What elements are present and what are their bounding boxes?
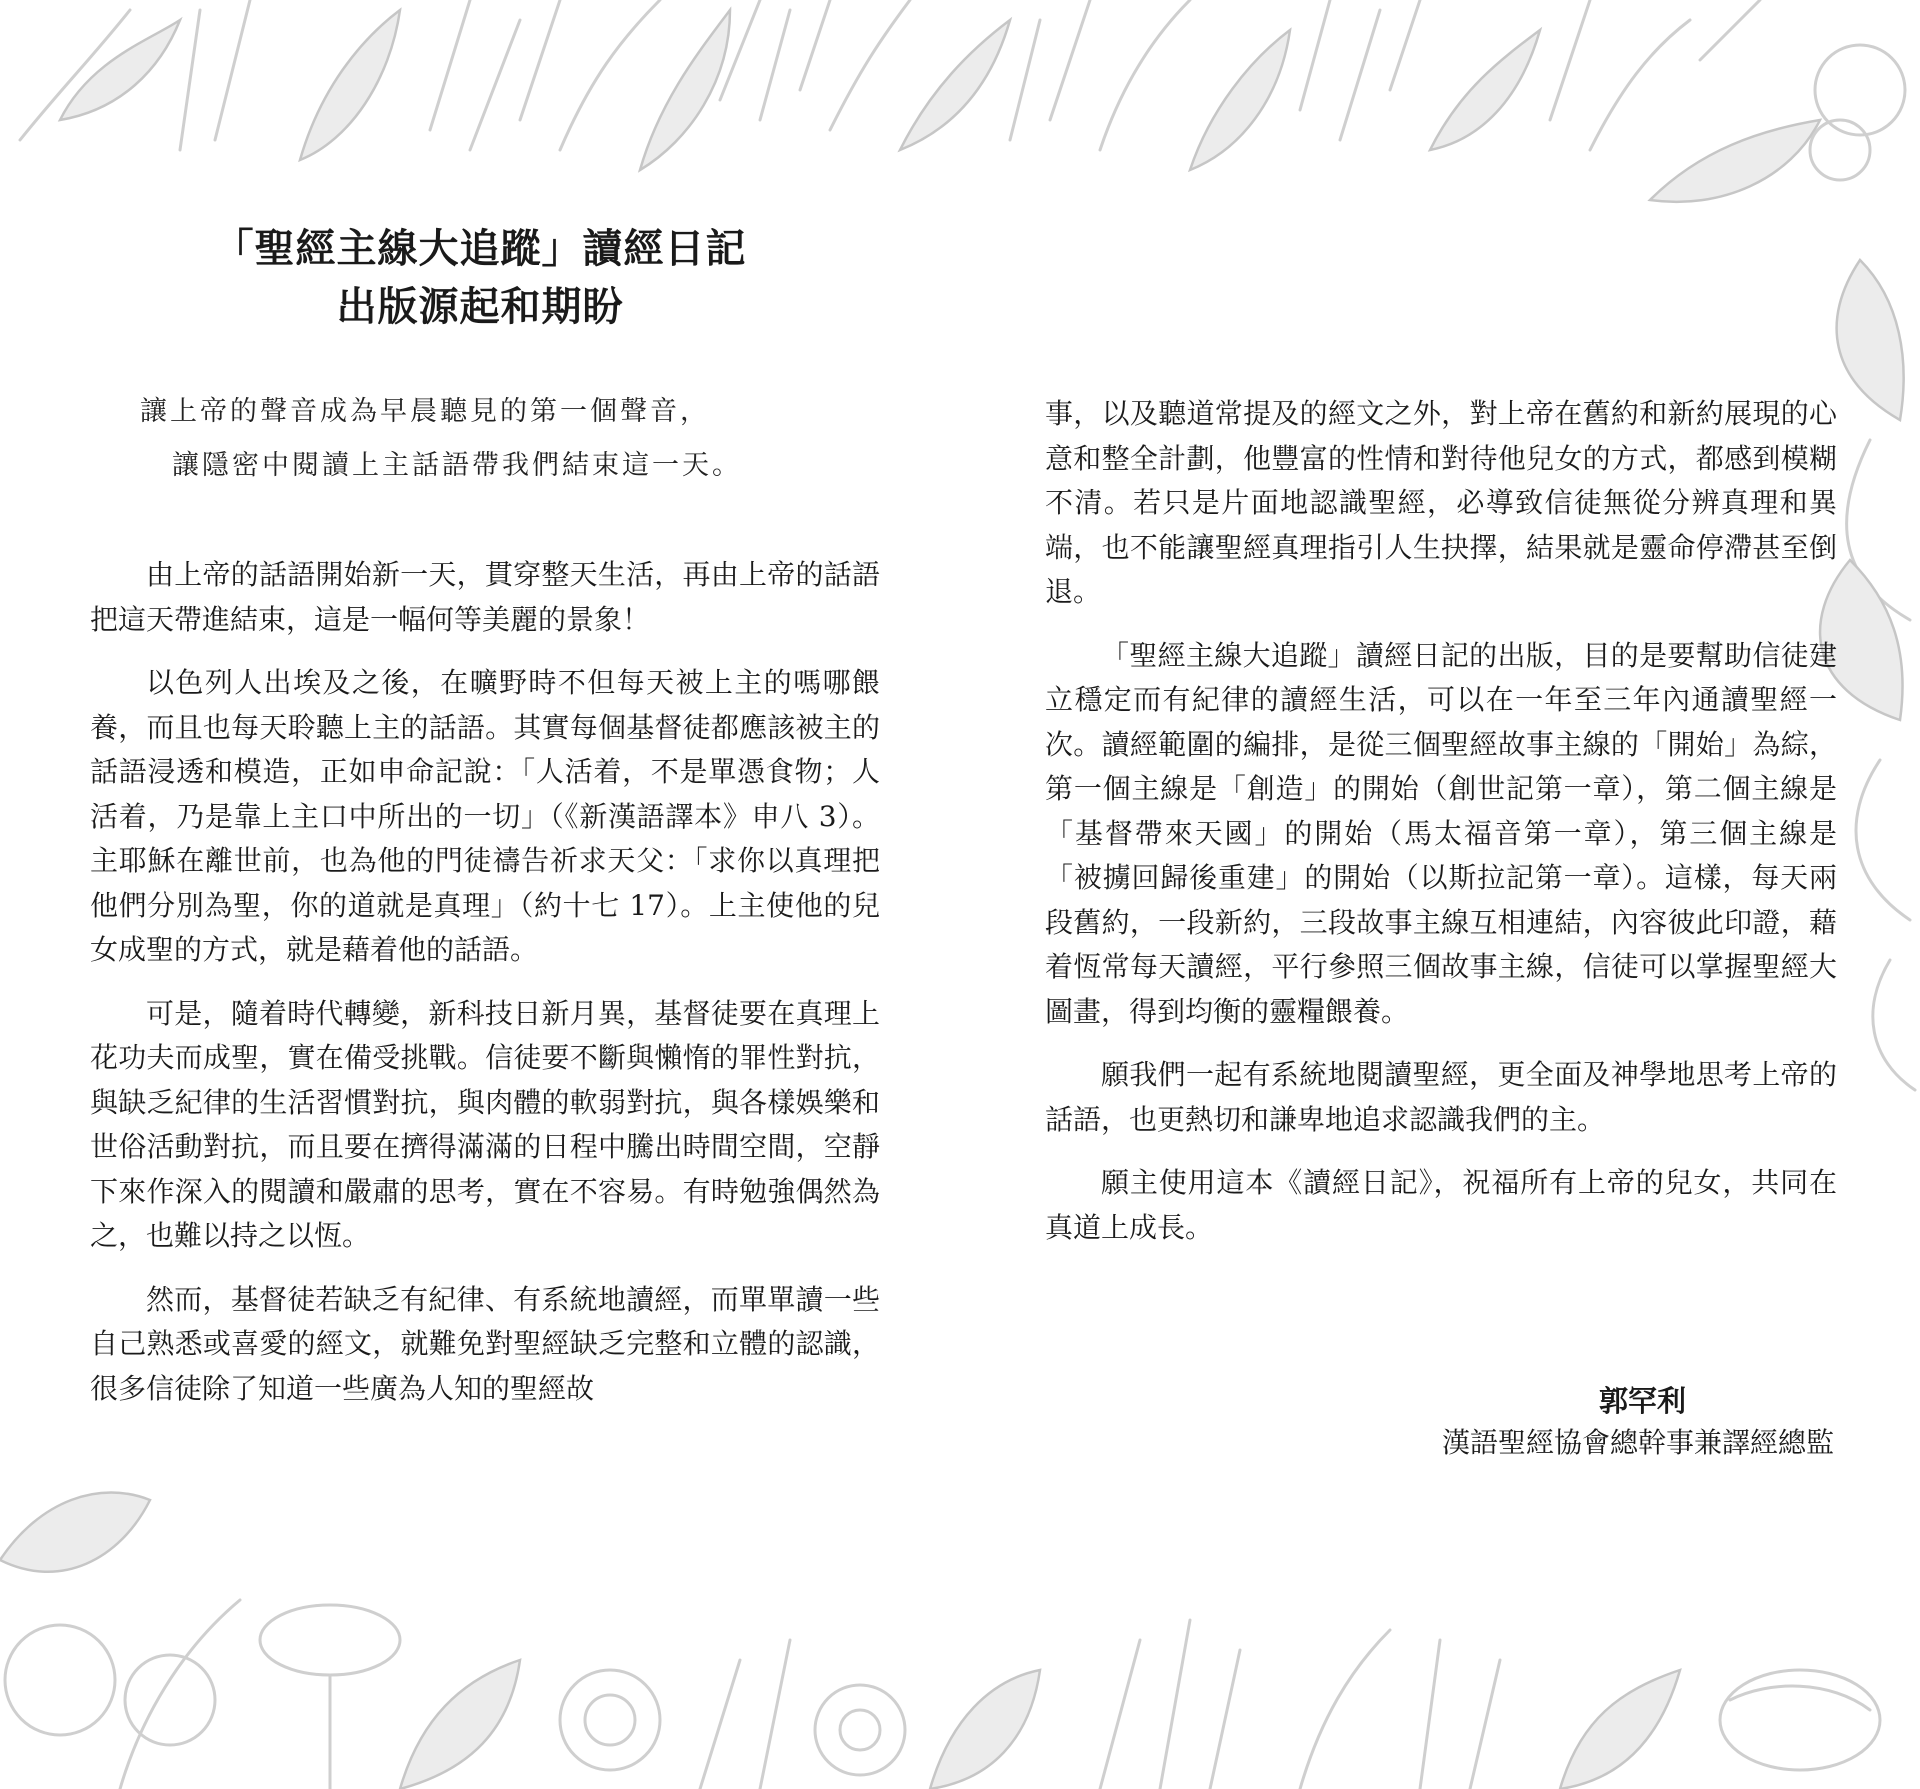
left-text-column bbox=[90, 553, 880, 1430]
top-foliage-border bbox=[20, 0, 1905, 202]
author-name: 郭罕利 bbox=[1598, 1384, 1686, 1418]
paragraph-continued: 事，以及聽道常提及的經文之外，對上帝在舊約和新約展現的心意和整全計劃，他豐富的性情和對待他兒女的方式，都感到模糊不清。若只是片面地認識聖經，必導致信徒無從分辨真理和異端，也不能讓聖經真理指引人生抉擇，結果就是靈命停滯甚至倒退。 bbox=[1045, 397, 1837, 608]
epigraph bbox=[140, 385, 860, 493]
paragraph: 可是，隨着時代轉變，新科技日新月異，基督徒要在真理上花功夫而成聖，實在備受挑戰。信徒要不斷與懶惰的罪性對抗，與缺乏紀律的生活習慣對抗，與肉體的軟弱對抗，與各樣娛樂和世俗活動對抗，而且要在擠得滿滿的日程中騰出時間空間，空靜下來作深入的閱讀和嚴肅的思考，實在不容易。有時勉強偶然為之，也難以持之以恆。 bbox=[90, 996, 880, 1252]
paragraph: 以色列人出埃及之後，在曠野時不但每天被上主的嗎哪餵養，而且也每天聆聽上主的話語。其實每個基督徒都應該被主的話語浸透和模造，正如申命記說：「人活着，不是單憑食物；人活着，乃是靠上主口中所出的一切」（《新漢語譯本》申八 3）。主耶穌在離世前，也為他的門徒禱告祈求天父：「求你以真理把他們分別為聖，你的道就是真理」（約十七 17）。上主使他的兒女成聖的方式，就是藉着他的話語。 bbox=[90, 666, 880, 966]
signature-block bbox=[1442, 1380, 1834, 1464]
paragraph: 然而，基督徒若缺乏有紀律、有系統地讀經，而單單讀一些自己熟悉或喜愛的經文，就難免對聖經缺乏完整和立體的認識，很多信徒除了知道一些廣為人知的聖經故 bbox=[90, 1282, 880, 1405]
epigraph-line-1: 讓上帝的聲音成為早晨聽見的第一個聲音， bbox=[140, 396, 710, 427]
epigraph-line-2: 讓隱密中閱讀上主話語帶我們結束這一天。 bbox=[172, 450, 742, 481]
paragraph: 願主使用這本《讀經日記》，祝福所有上帝的兒女，共同在真道上成長。 bbox=[1045, 1166, 1837, 1244]
bottom-foliage-border bbox=[0, 1493, 1880, 1789]
title-block bbox=[90, 220, 870, 336]
paragraph: 由上帝的話語開始新一天，貫穿整天生活，再由上帝的話語把這天帶進結束，這是一幅何等美麗的景象！ bbox=[90, 558, 880, 636]
page-title: 「聖經主線大追蹤」讀經日記 bbox=[213, 225, 747, 272]
right-text-column bbox=[1045, 392, 1837, 1269]
paragraph: 願我們一起有系統地閱讀聖經，更全面及神學地思考上帝的話語，也更熱切和謙卑地追求認識我們的主。 bbox=[1045, 1058, 1837, 1136]
paragraph: 「聖經主線大追蹤」讀經日記的出版，目的是要幫助信徒建立穩定而有紀律的讀經生活，可以在一年至三年內通讀聖經一次。讀經範圍的編排，是從三個聖經故事主線的「開始」為綜，第一個主線是「創造」的開始（創世記第一章），第二個主線是「基督帶來天國」的開始（馬太福音第一章），第三個主線是「被擄回歸後重建」的開始（以斯拉記第一章）。這樣，每天兩段舊約，一段新約，三段故事主線互相連結，內容彼此印證，藉着恆常每天讀經，平行參照三個故事主線，信徒可以掌握聖經大圖畫，得到均衡的靈糧餵養。 bbox=[1045, 638, 1837, 1028]
author-role: 漢語聖經協會總幹事兼譯經總監 bbox=[1441, 1426, 1834, 1459]
page-subtitle: 出版源起和期盼 bbox=[336, 283, 624, 330]
